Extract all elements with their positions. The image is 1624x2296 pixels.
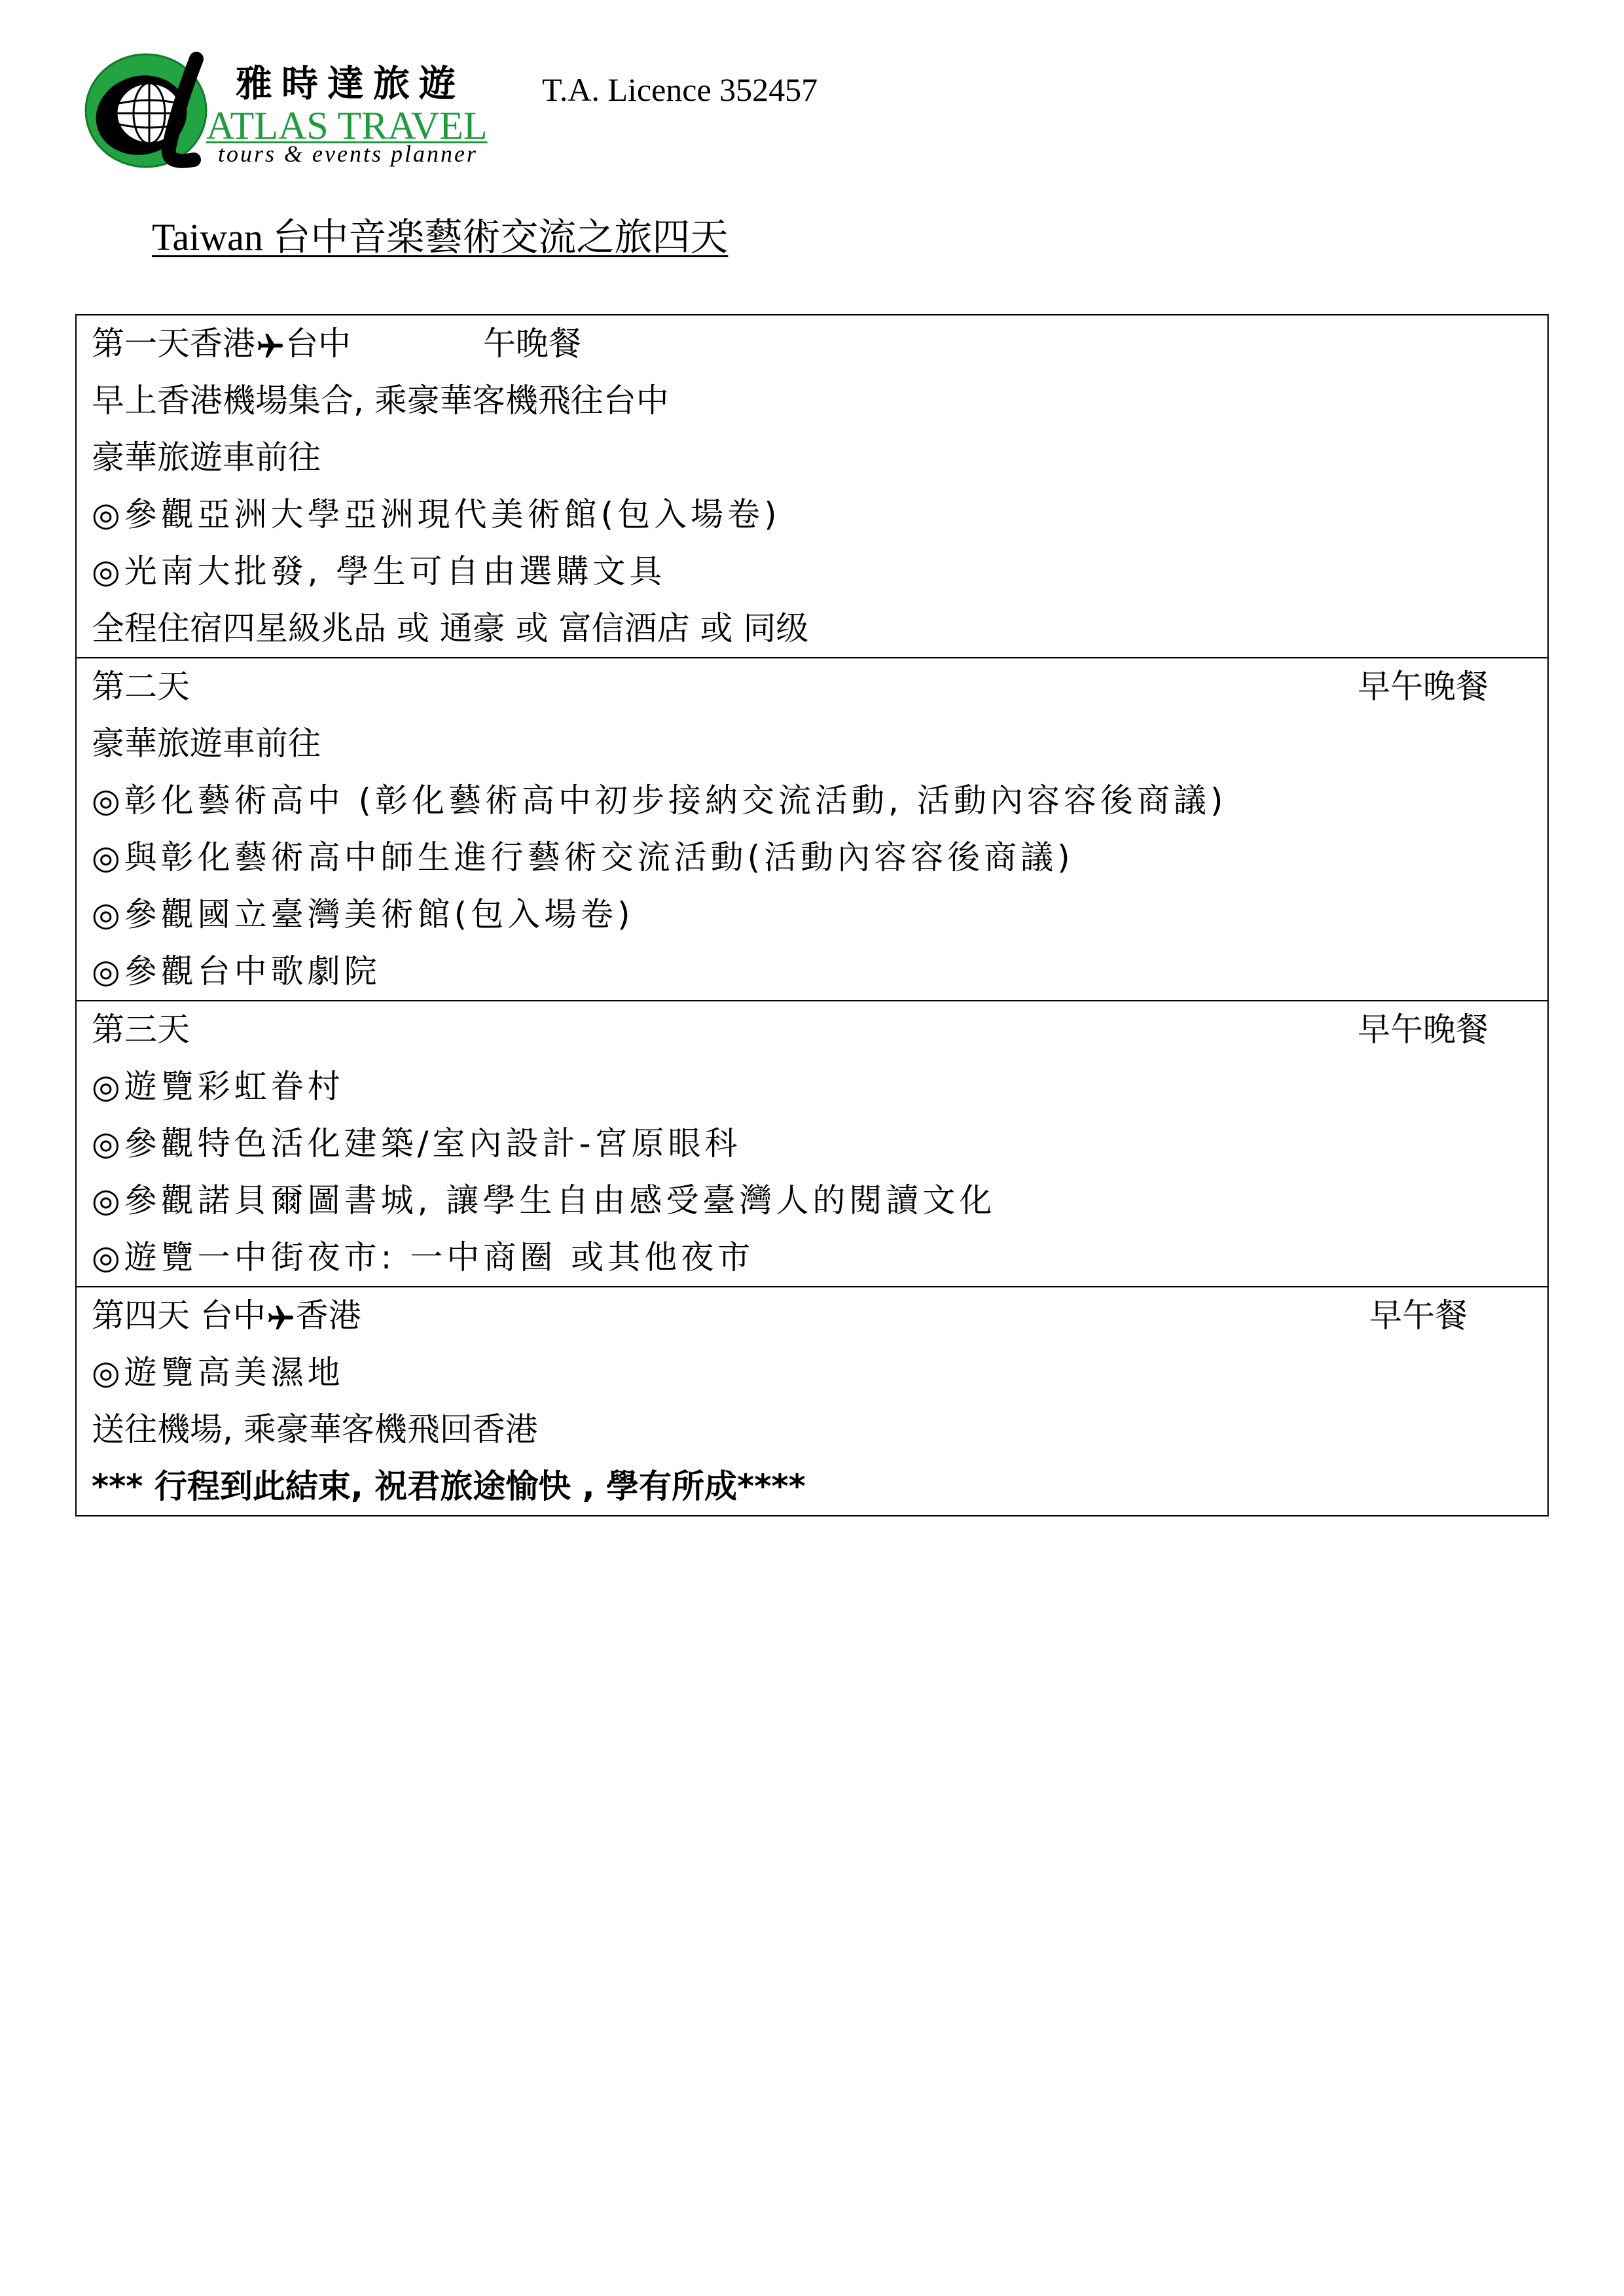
company-name-chinese: 雅時達旅遊 bbox=[236, 64, 465, 105]
meals-label: 早午晚餐 bbox=[1358, 668, 1489, 706]
licence-number: T.A. Licence 352457 bbox=[542, 71, 818, 108]
day-row-3 bbox=[77, 1000, 1547, 1286]
day-heading-destination: 香港 bbox=[295, 1297, 361, 1335]
itinerary-line: ◎與彰化藝術高中師生進行藝術交流活動(活動內容容後商議) bbox=[92, 838, 1074, 876]
meals-label: 早午餐 bbox=[1369, 1297, 1468, 1335]
itinerary-line: ◎光南大批發, 學生可自由選購文具 bbox=[92, 552, 666, 590]
itinerary-line: ◎參觀國立臺灣美術館(包入場卷) bbox=[92, 895, 634, 933]
itinerary-table bbox=[75, 314, 1549, 1516]
day-row-4 bbox=[77, 1286, 1547, 1515]
day-heading-origin: 第一天香港 bbox=[92, 325, 255, 363]
itinerary-line: 豪華旅遊車前往 bbox=[92, 725, 321, 762]
itinerary-line: 送往機場, 乘豪華客機飛回香港 bbox=[92, 1410, 538, 1448]
company-name-english: ATLAS TRAVEL bbox=[206, 104, 488, 147]
itinerary-line: 全程住宿四星級兆品 或 通豪 或 富信酒店 或 同级 bbox=[92, 609, 809, 647]
day-row-2 bbox=[77, 657, 1547, 1000]
company-tagline: tours & events planner bbox=[218, 141, 478, 167]
airplane-icon bbox=[266, 1303, 296, 1333]
meals-label: 午晚餐 bbox=[483, 325, 581, 363]
day-heading: 第三天 bbox=[92, 1011, 190, 1049]
closing-line: *** 行程到此結束, 祝君旅途愉快 , 學有所成**** bbox=[92, 1467, 806, 1505]
itinerary-line: ◎遊覽高美濕地 bbox=[92, 1354, 344, 1391]
day-heading bbox=[77, 315, 1547, 372]
atlas-logo bbox=[77, 51, 215, 175]
day-heading-origin: 第四天 台中 bbox=[92, 1297, 266, 1335]
itinerary-line: ◎參觀特色活化建築/室內設計-宮原眼科 bbox=[92, 1124, 742, 1162]
itinerary-line: ◎參觀亞洲大學亞洲現代美術館(包入場卷) bbox=[92, 495, 781, 533]
itinerary-line: ◎彰化藝術高中 (彰化藝術高中初步接納交流活動, 活動內容容後商議) bbox=[92, 781, 1227, 819]
itinerary-line: ◎參觀諾貝爾圖書城, 讓學生自由感受臺灣人的閱讀文化 bbox=[92, 1181, 996, 1219]
day-heading-destination: 台中 bbox=[285, 325, 351, 363]
day-row-1 bbox=[77, 315, 1547, 657]
day-heading bbox=[77, 1287, 1547, 1344]
itinerary-line: ◎遊覽一中街夜市: 一中商圈 或其他夜市 bbox=[92, 1238, 755, 1276]
meals-label: 早午晚餐 bbox=[1358, 1011, 1489, 1049]
day-heading: 第二天 bbox=[92, 668, 190, 706]
itinerary-line: ◎參觀台中歌劇院 bbox=[92, 952, 381, 990]
itinerary-title: Taiwan 台中音楽藝術交流之旅四天 bbox=[152, 216, 729, 259]
itinerary-line: 早上香港機場集合, 乘豪華客機飛往台中 bbox=[92, 382, 669, 420]
itinerary-line: ◎遊覽彩虹眷村 bbox=[92, 1067, 344, 1105]
airplane-icon bbox=[255, 331, 285, 361]
itinerary-line: 豪華旅遊車前往 bbox=[92, 439, 321, 476]
